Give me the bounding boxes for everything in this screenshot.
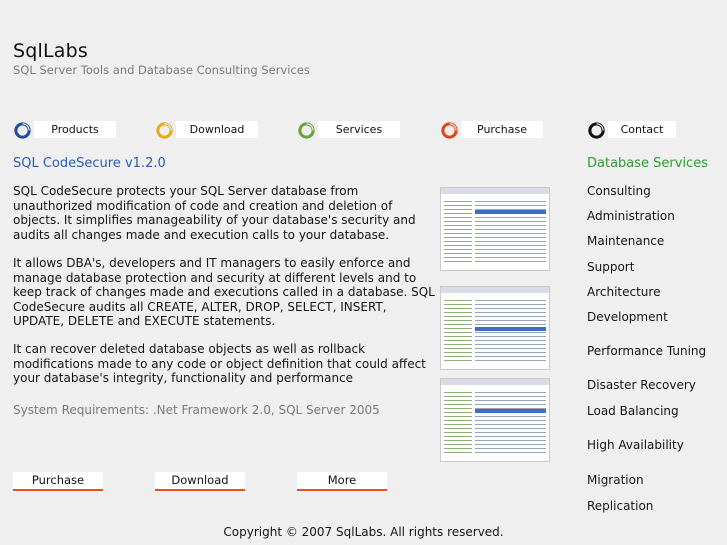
thumbnail-grid	[475, 389, 546, 455]
ring-blue-icon	[13, 121, 32, 140]
thumbnail-titlebar	[441, 379, 549, 385]
ring-black-icon	[587, 121, 606, 140]
sidebar-link-performance-tuning[interactable]: Performance Tuning	[587, 344, 707, 358]
ring-orange-icon	[440, 121, 459, 140]
sidebar-link-support[interactable]: Support	[587, 260, 635, 274]
nav-services-button[interactable]: Services	[318, 121, 400, 138]
sidebar-link-migration[interactable]: Migration	[587, 473, 644, 487]
nav-download-button[interactable]: Download	[176, 121, 258, 138]
nav-contact-button[interactable]: Contact	[608, 121, 676, 138]
thumbnail-grid	[475, 198, 546, 264]
thumbnail-selection	[475, 409, 546, 413]
thumbnail-tree	[444, 198, 472, 264]
sidebar-link-development[interactable]: Development	[587, 310, 668, 324]
purchase-button[interactable]: Purchase	[13, 472, 103, 491]
site-title[interactable]: SqlLabs	[13, 40, 88, 62]
nav-purchase-button[interactable]: Purchase	[461, 121, 543, 138]
sidebar-link-consulting[interactable]: Consulting	[587, 184, 651, 198]
sidebar-link-load-balancing[interactable]: Load Balancing	[587, 404, 679, 418]
ring-yellow-icon	[155, 121, 174, 140]
thumbnail-titlebar	[441, 188, 549, 194]
product-title[interactable]: SQL CodeSecure v1.2.0	[13, 156, 166, 171]
system-requirements: System Requirements: .Net Framework 2.0, SQL Server 2005	[13, 403, 380, 417]
product-paragraph-3: It can recover deleted database objects as well as rollback modifications made to any code or object definition that could affect your database's integrity, functionality and performance	[13, 342, 426, 385]
sidebar-link-disaster-recovery[interactable]: Disaster Recovery	[587, 378, 696, 392]
thumbnail-tree	[444, 389, 472, 455]
product-paragraph-2: It allows DBA's, developers and IT managers to easily enforce and manage database protection and security at different levels and to keep track of changes made and executions called in a database. SQL CodeSecure audits all CREATE, ALTER, DROP, SELECT, INSERT, UPDATE, DELETE and EXECUTE statements.	[13, 256, 435, 328]
sidebar-link-maintenance[interactable]: Maintenance	[587, 234, 665, 248]
sidebar-link-replication[interactable]: Replication	[587, 499, 654, 513]
more-button[interactable]: More	[297, 472, 387, 491]
thumbnail-titlebar	[441, 287, 549, 293]
footer-copyright: Copyright © 2007 SqlLabs. All rights reserved.	[223, 525, 504, 539]
ring-green-icon	[297, 121, 316, 140]
sidebar-title[interactable]: Database Services	[587, 156, 708, 171]
screenshot-thumbnail[interactable]	[440, 286, 550, 370]
nav-products-button[interactable]: Products	[34, 121, 116, 138]
screenshot-thumbnail[interactable]	[440, 378, 550, 462]
site-subtitle: SQL Server Tools and Database Consulting Services	[13, 63, 310, 77]
sidebar-link-administration[interactable]: Administration	[587, 209, 675, 223]
download-button[interactable]: Download	[155, 472, 245, 491]
sidebar-link-architecture[interactable]: Architecture	[587, 285, 661, 299]
thumbnail-selection	[475, 327, 546, 331]
thumbnail-selection	[475, 210, 546, 214]
sidebar-link-high-availability[interactable]: High Availability	[587, 438, 684, 452]
thumbnail-tree	[444, 297, 472, 363]
product-paragraph-1: SQL CodeSecure protects your SQL Server database from unauthorized modification of code and creation and deletion of objects. It simplifies manageability of your database's security and audits all changes made and execution calls to your database.	[13, 184, 416, 242]
screenshot-thumbnail[interactable]	[440, 187, 550, 271]
